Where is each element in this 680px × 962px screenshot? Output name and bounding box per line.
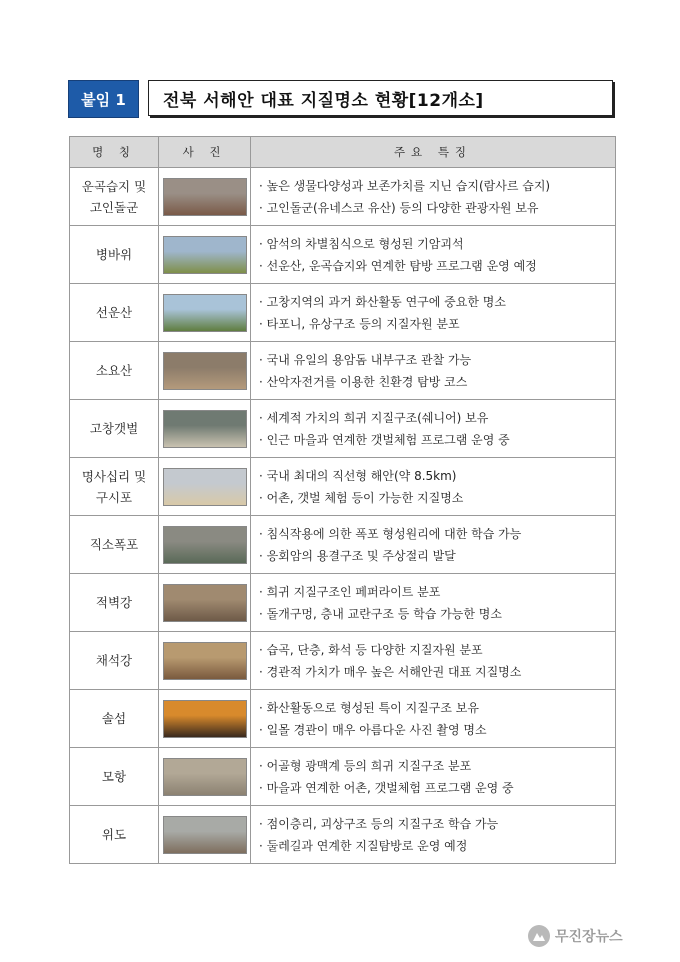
- site-features-cell: [251, 632, 616, 690]
- site-photo-cell: [159, 458, 251, 516]
- site-photo: [163, 352, 247, 390]
- table-row: [70, 806, 616, 864]
- site-photo: [163, 700, 247, 738]
- site-name: 채석강: [95, 653, 133, 668]
- site-name: 적벽강: [95, 595, 133, 610]
- site-name-cell: [70, 806, 159, 864]
- table-row: [70, 516, 616, 574]
- title-bar: [68, 80, 615, 118]
- site-name-cell: [70, 632, 159, 690]
- site-name-cell: [70, 400, 159, 458]
- feature-item: · 습곡, 단층, 화석 등 다양한 지질자원 분포: [259, 642, 483, 657]
- site-name-cell: [70, 342, 159, 400]
- site-photo-cell: [159, 226, 251, 284]
- feature-item: · 국내 유일의 용암돔 내부구조 관찰 가능: [259, 352, 472, 367]
- site-name-cell: [70, 458, 159, 516]
- site-features-cell: [251, 226, 616, 284]
- table-row: [70, 748, 616, 806]
- watermark: [528, 922, 623, 950]
- site-photo: [163, 410, 247, 448]
- feature-item: · 선운산, 운곡습지와 연계한 탐방 프로그램 운영 예정: [259, 258, 537, 273]
- geosite-table: [69, 136, 616, 864]
- feature-item: · 침식작용에 의한 폭포 형성원리에 대한 학습 가능: [259, 526, 522, 541]
- site-features-cell: [251, 574, 616, 632]
- table-row: [70, 226, 616, 284]
- column-header-features: 주요 특징: [251, 137, 616, 168]
- site-name: 명사십리 및: [81, 468, 147, 484]
- site-features-cell: [251, 458, 616, 516]
- site-photo-cell: [159, 284, 251, 342]
- site-features-cell: [251, 690, 616, 748]
- watermark-text: 무진장뉴스: [555, 929, 623, 945]
- news-logo-icon: [528, 925, 550, 947]
- feature-item: · 국내 최대의 직선형 해안(약 8.5km): [259, 468, 457, 483]
- feature-item: · 희귀 지질구조인 페퍼라이트 분포: [259, 584, 441, 599]
- site-photo-cell: [159, 748, 251, 806]
- column-header-name: 명 칭: [70, 137, 159, 168]
- table-header-row: [70, 137, 616, 168]
- feature-item: · 높은 생물다양성과 보존가치를 지닌 습지(람사르 습지): [259, 178, 551, 193]
- site-photo-cell: [159, 574, 251, 632]
- site-features-cell: [251, 342, 616, 400]
- site-name-cell: [70, 284, 159, 342]
- site-name: 모항: [101, 769, 127, 784]
- table-row: [70, 632, 616, 690]
- site-name-cell: [70, 748, 159, 806]
- site-features-cell: [251, 806, 616, 864]
- feature-item: · 점이층리, 괴상구조 등의 지질구조 학습 가능: [259, 816, 499, 831]
- site-name: 선운산: [95, 305, 133, 320]
- feature-item: · 타포니, 유상구조 등의 지질자원 분포: [259, 316, 460, 331]
- site-photo: [163, 468, 247, 506]
- feature-item: · 응회암의 용결구조 및 주상절리 발달: [259, 548, 456, 563]
- site-name-cell: [70, 168, 159, 226]
- site-name-line2: 구시포: [95, 489, 133, 505]
- site-features-cell: [251, 748, 616, 806]
- feature-item: · 둘레길과 연계한 지질탐방로 운영 예정: [259, 838, 468, 853]
- feature-item: · 어촌, 갯벌 체험 등이 가능한 지질명소: [259, 490, 464, 505]
- site-features-cell: [251, 284, 616, 342]
- feature-item: · 경관적 가치가 매우 높은 서해안권 대표 지질명소: [259, 664, 522, 679]
- feature-item: · 돌개구멍, 층내 교란구조 등 학습 가능한 명소: [259, 606, 502, 621]
- feature-item: · 세계적 가치의 희귀 지질구조(쉐니어) 보유: [259, 410, 489, 425]
- table-row: [70, 400, 616, 458]
- site-photo-cell: [159, 342, 251, 400]
- attachment-badge: 붙임 1: [68, 80, 139, 118]
- site-features-cell: [251, 168, 616, 226]
- feature-item: · 인근 마을과 연계한 갯벌체험 프로그램 운영 중: [259, 432, 510, 447]
- table-row: [70, 574, 616, 632]
- site-features-cell: [251, 400, 616, 458]
- table-row: [70, 342, 616, 400]
- site-photo-cell: [159, 690, 251, 748]
- site-name: 직소폭포: [89, 537, 139, 552]
- site-name-cell: [70, 226, 159, 284]
- site-photo-cell: [159, 516, 251, 574]
- site-photo-cell: [159, 806, 251, 864]
- table-body: [70, 168, 616, 864]
- site-name-cell: [70, 690, 159, 748]
- site-name: 운곡습지 및: [81, 178, 147, 194]
- site-photo: [163, 758, 247, 796]
- site-name: 솔섬: [101, 711, 127, 726]
- site-photo-cell: [159, 168, 251, 226]
- feature-item: · 고인돌군(유네스코 유산) 등의 다양한 관광자원 보유: [259, 200, 539, 215]
- site-photo: [163, 584, 247, 622]
- site-name: 병바위: [95, 247, 133, 262]
- feature-item: · 일몰 경관이 매우 아름다운 사진 촬영 명소: [259, 722, 487, 737]
- site-name: 고창갯벌: [89, 421, 139, 436]
- site-photo-cell: [159, 632, 251, 690]
- site-photo: [163, 642, 247, 680]
- feature-item: · 암석의 차별침식으로 형성된 기암괴석: [259, 236, 464, 251]
- site-name-cell: [70, 574, 159, 632]
- table-row: [70, 284, 616, 342]
- table-row: [70, 690, 616, 748]
- page-title: 전북 서해안 대표 지질명소 현황[12개소]: [148, 80, 613, 116]
- site-photo-cell: [159, 400, 251, 458]
- site-features-cell: [251, 516, 616, 574]
- feature-item: · 산악자전거를 이용한 친환경 탐방 코스: [259, 374, 468, 389]
- feature-item: · 고창지역의 과거 화산활동 연구에 중요한 명소: [259, 294, 506, 309]
- column-header-photo: 사 진: [159, 137, 251, 168]
- table-row: [70, 168, 616, 226]
- site-photo: [163, 526, 247, 564]
- feature-item: · 화산활동으로 형성된 특이 지질구조 보유: [259, 700, 479, 715]
- feature-item: · 마을과 연계한 어촌, 갯벌체험 프로그램 운영 중: [259, 780, 514, 795]
- site-photo: [163, 294, 247, 332]
- site-photo: [163, 236, 247, 274]
- table-row: [70, 458, 616, 516]
- site-name-line2: 고인돌군: [89, 199, 139, 215]
- site-photo: [163, 816, 247, 854]
- feature-item: · 어골형 광맥계 등의 희귀 지질구조 분포: [259, 758, 472, 773]
- site-photo: [163, 178, 247, 216]
- site-name: 위도: [101, 827, 127, 842]
- site-name-cell: [70, 516, 159, 574]
- site-name: 소요산: [95, 363, 133, 378]
